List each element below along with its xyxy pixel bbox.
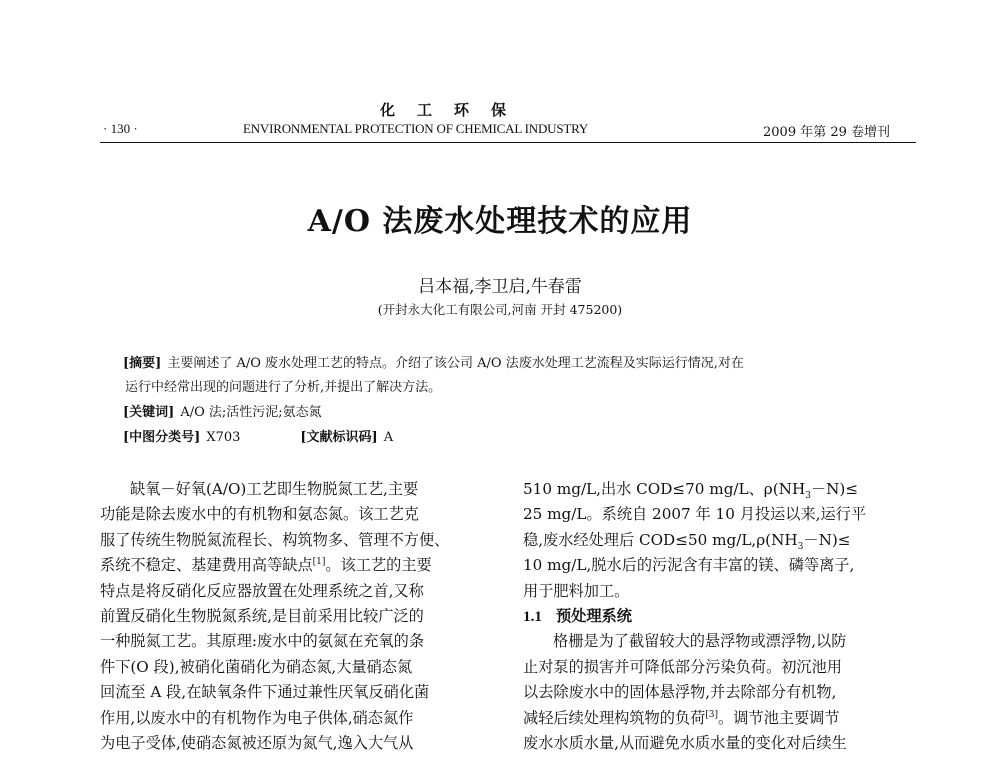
keywords: [123, 401, 322, 420]
body-line: [100, 553, 500, 578]
body-line: 25 mg/L。系统自 2007 年 10 月投运以来,运行平: [523, 505, 867, 524]
body-column-left: [100, 477, 500, 756]
body-text: 。调节池主要调节: [718, 708, 840, 727]
body-text: －N)≤: [810, 480, 859, 498]
abstract-text-line-1: 主要阐述了 A/O 废水处理工艺的特点。介绍了该公司 A/O 法废水处理工艺流程及实际运行情况,对在: [167, 356, 744, 371]
body-line: 止对泵的损害并可降低部分污染负荷。初沉池用: [523, 657, 842, 676]
body-text: 系统不稳定、基建费用高等缺点: [100, 556, 313, 575]
body-line: 缺氧－好氧(A/O)工艺即生物脱氮工艺,主要: [130, 480, 419, 498]
abstract-label: [摘要]: [123, 356, 162, 371]
body-text: 510 mg/L,出水 COD≤70 mg/L、ρ(NH: [523, 480, 806, 498]
doc-code-label: [文献标识码]: [300, 430, 378, 445]
body-line: 前置反硝化生物脱氮系统,是目前采用比较广泛的: [100, 607, 424, 626]
body-text: 稳,废水经处理后 COD≤50 mg/L,ρ(NH: [523, 530, 798, 549]
body-line: 10 mg/L,脱水后的污泥含有丰富的镁、磷等离子,: [523, 556, 855, 575]
page-number: · 130 ·: [103, 121, 138, 136]
body-line: 用于肥料加工。: [523, 581, 630, 600]
issue-info: 2009 年第 29 卷增刊: [763, 125, 891, 140]
section-title: 预处理系统: [555, 607, 632, 626]
journal-name-en: ENVIRONMENTAL PROTECTION OF CHEMICAL INDUSTRY: [243, 121, 589, 136]
body-line: 特点是将反硝化反应器放置在处理系统之首,又称: [100, 581, 424, 600]
body-line: 废水水质水量,从而避免水质水量的变化对后续生: [523, 734, 847, 753]
abstract-text-line-2: 运行中经常出现的问题进行了分析,并提出了解决方法。: [125, 380, 442, 395]
body-text: －N)≤: [803, 530, 851, 549]
classification: [123, 426, 393, 445]
citation-ref[interactable]: [3]: [705, 709, 718, 720]
body-line: 格栅是为了截留较大的悬浮物或漂浮物,以防: [553, 632, 847, 651]
keywords-label: [关键词]: [123, 405, 175, 420]
body-text: 减轻后续处理构筑物的负荷: [523, 708, 706, 727]
body-line: 回流至 A 段,在缺氧条件下通过兼性厌氧反硝化菌: [100, 683, 430, 702]
body-text: 。该工艺的主要: [325, 556, 432, 575]
author-affiliation: (开封永大化工有限公司,河南 开封 475200): [377, 302, 623, 317]
abstract: [123, 352, 744, 371]
section-number: 1.1: [523, 608, 542, 626]
article-title: A/O 法废水处理技术的应用: [307, 204, 693, 239]
header-rule: [100, 142, 916, 143]
body-line: [523, 528, 923, 553]
body-line: 服了传统生物脱氮流程长、构筑物多、管理不方便、: [100, 530, 450, 549]
body-column-right: [523, 477, 923, 756]
doc-code-value: A: [383, 430, 394, 445]
clc-label: [中图分类号]: [123, 430, 201, 445]
body-line: 为电子受体,使硝态氮被还原为氮气,逸入大气从: [100, 734, 414, 753]
body-line: 功能是除去废水中的有机物和氨态氮。该工艺克: [100, 505, 419, 524]
journal-name-cn: 化工环保: [380, 101, 529, 119]
section-heading: [523, 604, 923, 629]
clc-value: X703: [206, 430, 241, 445]
body-line: 作用,以废水中的有机物作为电子供体,硝态氮作: [100, 708, 414, 727]
body-line: 一种脱氮工艺。其原理:废水中的氨氮在充氧的条: [100, 632, 425, 651]
body-line: [523, 477, 923, 502]
body-line: 件下(O 段),被硝化菌硝化为硝态氮,大量硝态氮: [100, 657, 413, 676]
article-authors: 吕本福,李卫启,牛春雷: [418, 277, 582, 297]
subscript: 3: [805, 491, 811, 502]
keywords-value: A/O 法;活性污泥;氨态氮: [180, 405, 322, 420]
body-line: 以去除废水中的固体悬浮物,并去除部分有机物,: [523, 683, 837, 702]
body-line: [523, 706, 923, 731]
citation-ref[interactable]: [1]: [312, 557, 326, 568]
subscript: 3: [797, 541, 804, 552]
